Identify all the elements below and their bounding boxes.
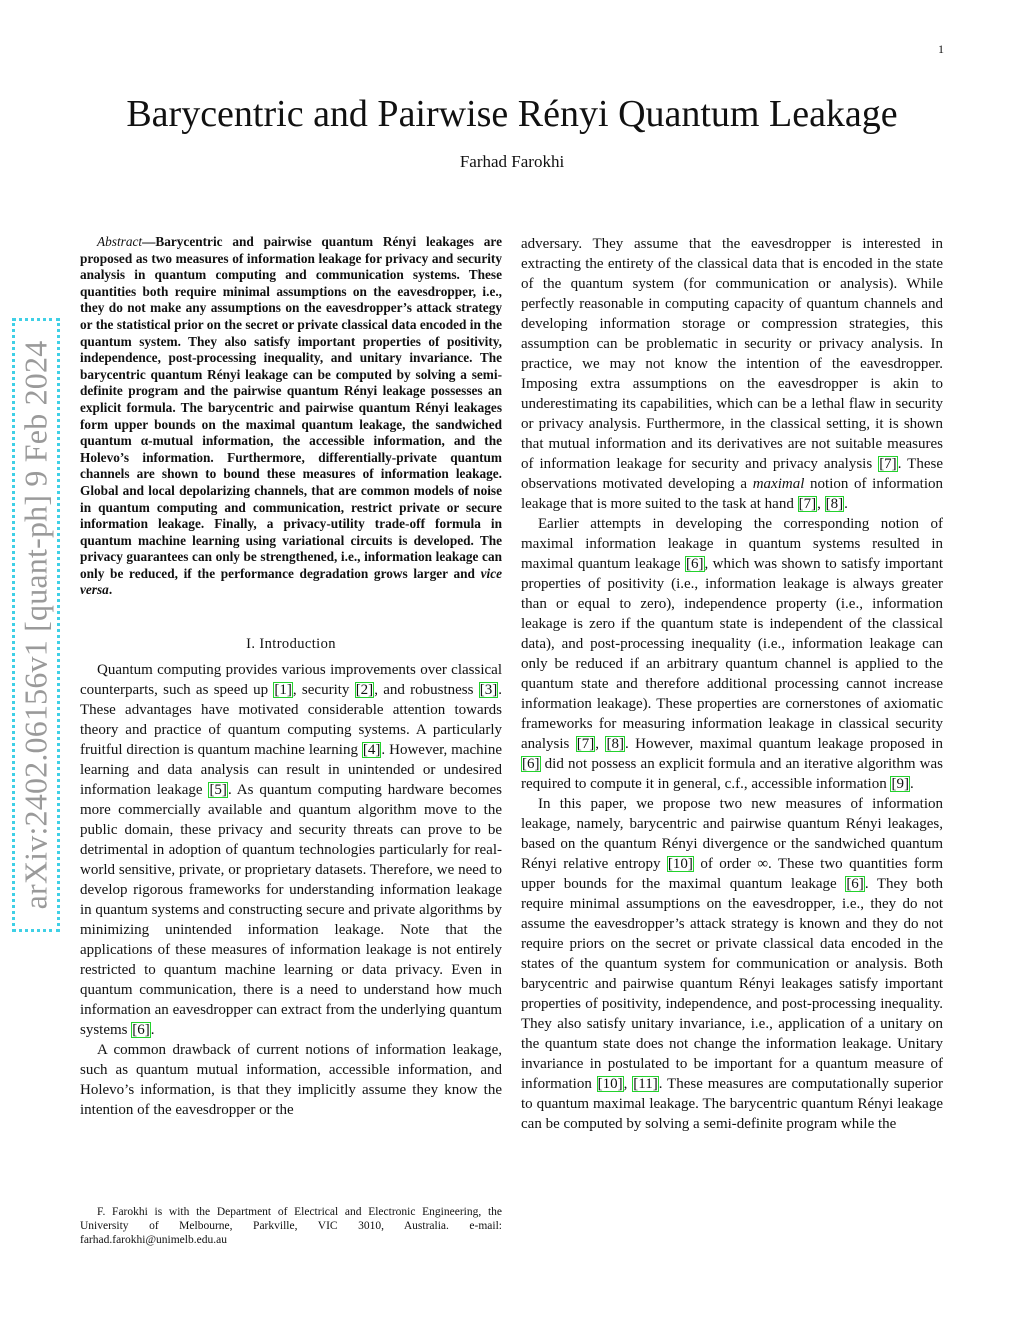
page-number: 1 xyxy=(938,42,944,56)
citation-link[interactable]: [10] xyxy=(597,1076,623,1092)
citation-link[interactable]: [11] xyxy=(633,1076,658,1092)
body-paragraph: In this paper, we propose two new measures of information leakage, namely, barycentric and pairwise quantum Rényi leakages, based on the quantum Rényi divergence or the sandwiched quantum Rényi relative entropy [10] of order ∞. These two quantities form upper bounds for the maximal quantum leakage [6]. They both require minimal assumptions on the eavesdropper, i.e., they do not assume the eavesdropper’s attack strategy is known and they do not require priors on the secret or private classical data encoded in the states of the quantum system for communication or analysis. Both barycentric and pairwise quantum Rényi leakages satisfy important properties of positivity, independence, and post-processing inequality. They also satisfy unitary invariance, i.e., application of a unitary on the quantum state does not change the information leakage. Unitary invariance in postulated to be important for a quantum measure of information [10], [11]. These measures are computationally superior to quantum maximal leakage. The barycentric quantum Rényi leakage can be computed by solving a semi-definite program while the xyxy=(521,796,944,1132)
emphasis-text: maximal xyxy=(752,476,805,492)
citation-link[interactable]: [9] xyxy=(891,776,909,792)
citation-link[interactable]: [4] xyxy=(362,742,381,759)
abstract-emphasis: vice versa xyxy=(80,565,502,598)
paper-title: Barycentric and Pairwise Rényi Quantum Leakage xyxy=(126,93,898,135)
citation-link[interactable]: [6] xyxy=(846,876,864,892)
citation-link[interactable]: [6] xyxy=(686,556,704,572)
citation-link[interactable]: [5] xyxy=(209,782,227,799)
left-column xyxy=(80,234,502,1120)
abstract: Abstract—Barycentric and pairwise quantum Rényi leakages are proposed as two measures of information leakage for privacy and security analysis in quantum computing and communication systems. These quantities both require minimal assumptions on the eavesdropper, i.e., they do not make any assumptions on the eavesdropper’s attack strategy or the statistical prior on the secret or private classical data encoded in the quantum system. They also satisfy important properties of positivity, independence, post-processing inequality, and unitary invariance. The barycentric quantum Rényi leakage can be computed by solving a semi-definite program and the pairwise quantum Rényi leakage possesses an explicit formula. The barycentric and pairwise quantum Rényi leakages form upper bounds on the maximal quantum leakage, the sandwiched quantum α-mutual information, the accessible information, and the Holevo’s information. Furthermore, differentially-private quantum channels are shown to bound these measures of information leakage. Global and local depolarizing channels, that are common models of noise in quantum computing and communication, restrict private or secure information leakage. Finally, a privacy-utility trade-off formula in quantum machine learning using variational circuits is developed. The privacy guarantees can only be strengthened, i.e., information leakage can only be reduced, if the performance degradation grows larger and vice versa. xyxy=(80,234,502,598)
section-heading-introduction: I. Introduction xyxy=(246,636,336,653)
citation-link[interactable]: [7] xyxy=(879,456,897,472)
intro-paragraph: Quantum computing provides various improvements over classical counterparts, such as speed up [1], security [2], and robustness [3]. These advantages have motivated considerable attention towards theory and practice of quantum computing systems. A particularly fruitful direction is quantum machine learning [4]. However, machine learning and data analysis can result in unintended or undesired information leakage [5]. As quantum computing hardware becomes more commercially available and quantum algorithm move to the public domain, these privacy and security threats can prove to be detrimental in adoption of quantum technologies particularly for real-world sensitive, private, or proprietary datasets. Therefore, we need to develop rigorous frameworks for understanding information leakage in quantum systems and constructing secure and private algorithms by minimizing unintended information leakage. Note that the applications of these measures of information leakage is not entirely restricted to quantum machine learning or data privacy. Even in quantum communication, there is a need to understand how much information an eavesdropper can extract from the underlying quantum systems [6]. xyxy=(80,662,502,1039)
citation-link[interactable]: [6] xyxy=(132,1022,150,1039)
arxiv-identifier-text: arXiv:2402.06156v1 [quant-ph] 9 Feb 2024 xyxy=(17,340,54,910)
citation-link[interactable]: [3] xyxy=(479,682,498,699)
citation-link[interactable]: [7] xyxy=(798,496,817,512)
citation-link[interactable]: [1] xyxy=(274,682,292,699)
author-footnote: F. Farokhi is with the Department of Electrical and Electronic Engineering, the University of Melbourne, Parkville, VIC 3010, Australia. e-mail: farhad.farokhi@unimelb.edu.au xyxy=(80,1206,502,1246)
arxiv-identifier-stamp[interactable] xyxy=(12,318,60,932)
body-paragraph: Earlier attempts in developing the corresponding notion of maximal information leakage in quantum systems resulted in maximal quantum leakage [6], which was shown to satisfy important properties of positivity (i.e., information leakage is always greater than or equal to zero), independence property (i.e., information leakage is zero if the quantum state is independent of the classical data), and post-processing inequality (i.e., information leakage can only be reduced if an arbitrary quantum channel is applied to the quantum state and therefore additional processing cannot increase information leakage). These properties are cornerstones of axiomatic frameworks for measuring information leakage in classical security analysis [7], [8]. However, maximal quantum leakage proposed in [6] did not possess an explicit formula and an iterative algorithm was required to compute it in general, c.f., accessible information [9]. xyxy=(521,516,944,792)
intro-paragraph: A common drawback of current notions of information leakage, such as quantum mutual information, accessible information, and Holevo’s information, is that they implicitly assume they know the intention of the eavesdropper or the xyxy=(80,1042,502,1119)
right-column xyxy=(521,234,943,1134)
abstract-label: Abstract xyxy=(97,234,143,249)
abstract-text: —Barycentric and pairwise quantum Rényi leakages are proposed as two measures of information leakage for privacy and security analysis in quantum computing and communication systems. These quantities both require minimal assumptions on the eavesdropper, i.e., they do not make any assumptions on the eavesdropper’s attack strategy or the statistical prior on the secret or private classical data encoded in the quantum system. They also satisfy important properties of positivity, independence, post-processing inequality, and unitary invariance. The barycentric quantum Rényi leakage can be computed by solving a semi-definite program and the pairwise quantum Rényi leakage possesses an explicit formula. The barycentric and pairwise quantum Rényi leakages form upper bounds on the maximal quantum leakage, the sandwiched quantum α-mutual information, the accessible information, and the Holevo’s information. Furthermore, differentially-private quantum channels are shown to bound these measures of information leakage. Global and local depolarizing channels, that are common models of noise in quantum computing and communication, restrict private or secure information leakage. Finally, a privacy-utility trade-off formula in quantum machine learning using variational circuits is developed. The privacy guarantees can only be strengthened, i.e., information leakage can only be reduced, if the performance degradation grows larger and xyxy=(80,234,502,581)
author-name: Farhad Farokhi xyxy=(459,152,565,171)
citation-link[interactable]: [2] xyxy=(355,682,374,699)
citation-link[interactable]: [8] xyxy=(606,736,624,752)
citation-link[interactable]: [8] xyxy=(825,496,844,512)
citation-link[interactable]: [7] xyxy=(576,736,595,752)
citation-link[interactable]: [6] xyxy=(522,756,540,772)
body-paragraph: adversary. They assume that the eavesdropper is interested in extracting the entirety of the classical data that is encoded in the state of the quantum system (for communication or analysis). While perfectly reasonable in computing capacity of quantum channels and developing information storage or compression strategies, this assumption can be problematic in security or privacy analysis. In practice, we may not know the intention of the eavesdropper. Imposing extra assumptions on the eavesdropper is akin to underestimating its capabilities, which can be a lethal flaw in security or privacy analysis. Furthermore, in the classical setting, it is shown that mutual information and its derivatives are not suitable measures of information leakage for security and privacy analysis [7]. These observations motivated developing a maximal notion of information leakage that is more suited to the task at hand [7], [8]. xyxy=(521,236,943,512)
citation-link[interactable]: [10] xyxy=(667,856,693,872)
